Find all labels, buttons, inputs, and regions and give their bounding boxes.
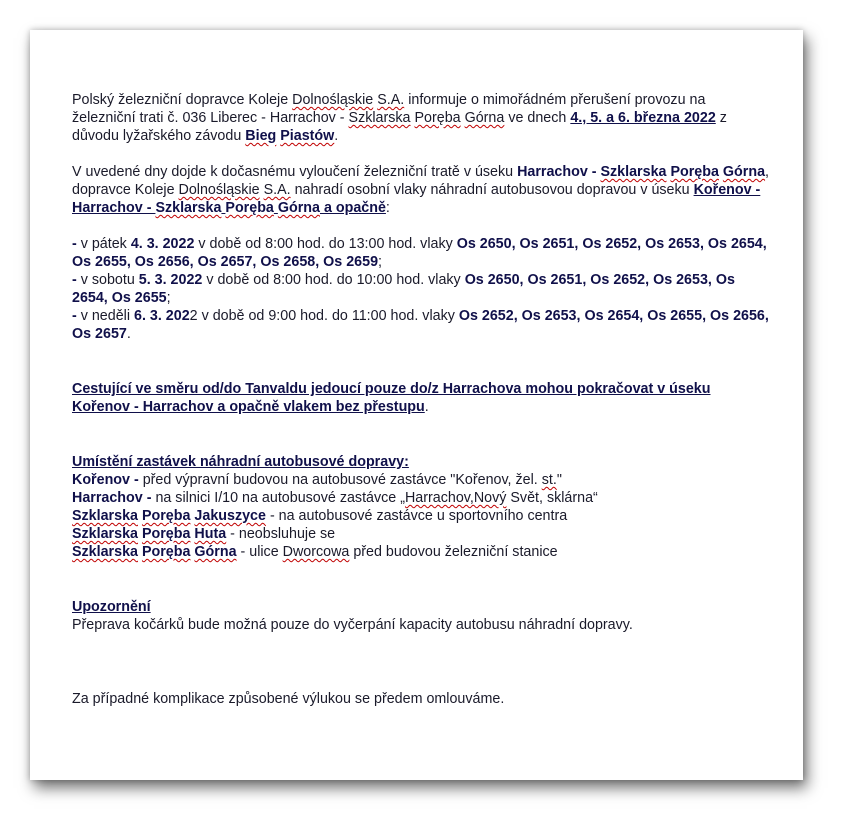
stop-gorna: Szklarska Poręba Górna - ulice Dworcowa před budovou železniční stanice [72, 544, 558, 560]
apology-text: Za případné komplikace způsobené výlukou se předem omlouváme. [72, 691, 505, 707]
through-travel-paragraph: Cestující ve směru od/do Tanvaldu jedoucí pouze do/z Harrachova mohou pokračovat v úseku Kořenov - Harrachov a opačně vlakem bez přestupu. [72, 381, 711, 415]
schedule-friday: - v pátek 4. 3. 2022 v době od 8:00 hod. do 13:00 hod. vlaky Os 2650, Os 2651, Os 2652, Os 2653, Os 2654, Os 2655, Os 2656, Os 2657, Os 2658, Os 2659; [72, 236, 767, 270]
document-page [30, 30, 803, 780]
warning-heading: Upozornění [72, 599, 151, 615]
warning-text: Přeprava kočárků bude možná pouze do vyčerpání kapacity autobusu náhradní dopravy. [72, 617, 633, 633]
stop-huta: Szklarska Poręba Huta - neobsluhuje se [72, 526, 336, 542]
schedule-saturday: - v sobotu 5. 3. 2022 v době od 8:00 hod. do 10:00 hod. vlaky Os 2650, Os 2651, Os 2652, Os 2653, Os 2654, Os 2655; [72, 272, 735, 306]
event-dates: 4., 5. a 6. března 2022 [570, 110, 716, 126]
schedule-sunday: - v neděli 6. 3. 2022 v době od 9:00 hod. do 11:00 hod. vlaky Os 2652, Os 2653, Os 2654, Os 2655, Os 2656, Os 2657. [72, 308, 769, 342]
stops-heading: Umístění zastávek náhradní autobusové dopravy: [72, 454, 409, 470]
notice-body [72, 91, 772, 708]
stop-harrachov: Harrachov - na silnici I/10 na autobusové zastávce „Harrachov,Nový Svět, sklárna“ [72, 490, 598, 506]
stop-jakuszyce: Szklarska Poręba Jakuszyce - na autobusové zastávce u sportovního centra [72, 508, 568, 524]
stop-korenov: Kořenov - před výpravní budovou na autobusové zastávce "Kořenov, žel. st." [72, 472, 562, 488]
closure-paragraph: V uvedené dny dojde k dočasnému vyloučení železniční tratě v úseku Harrachov - Szklarska Poręba Górna, dopravce Koleje Dolnośląskie S.A. nahradí osobní vlaky náhradní autobusovou dopravou v úseku Kořenov - Harrachov - Szklarska Poręba Górna a opačně: [72, 164, 770, 216]
intro-paragraph: Polský železniční dopravce Koleje Dolnośląskie S.A. informuje o mimořádném přerušení provozu na železniční trati č. 036 Liberec - Harrachov - Szklarska Poręba Górna ve dnech 4., 5. a 6. března 2022 z důvodu lyžařského závodu Bieg Piastów. [72, 92, 727, 144]
